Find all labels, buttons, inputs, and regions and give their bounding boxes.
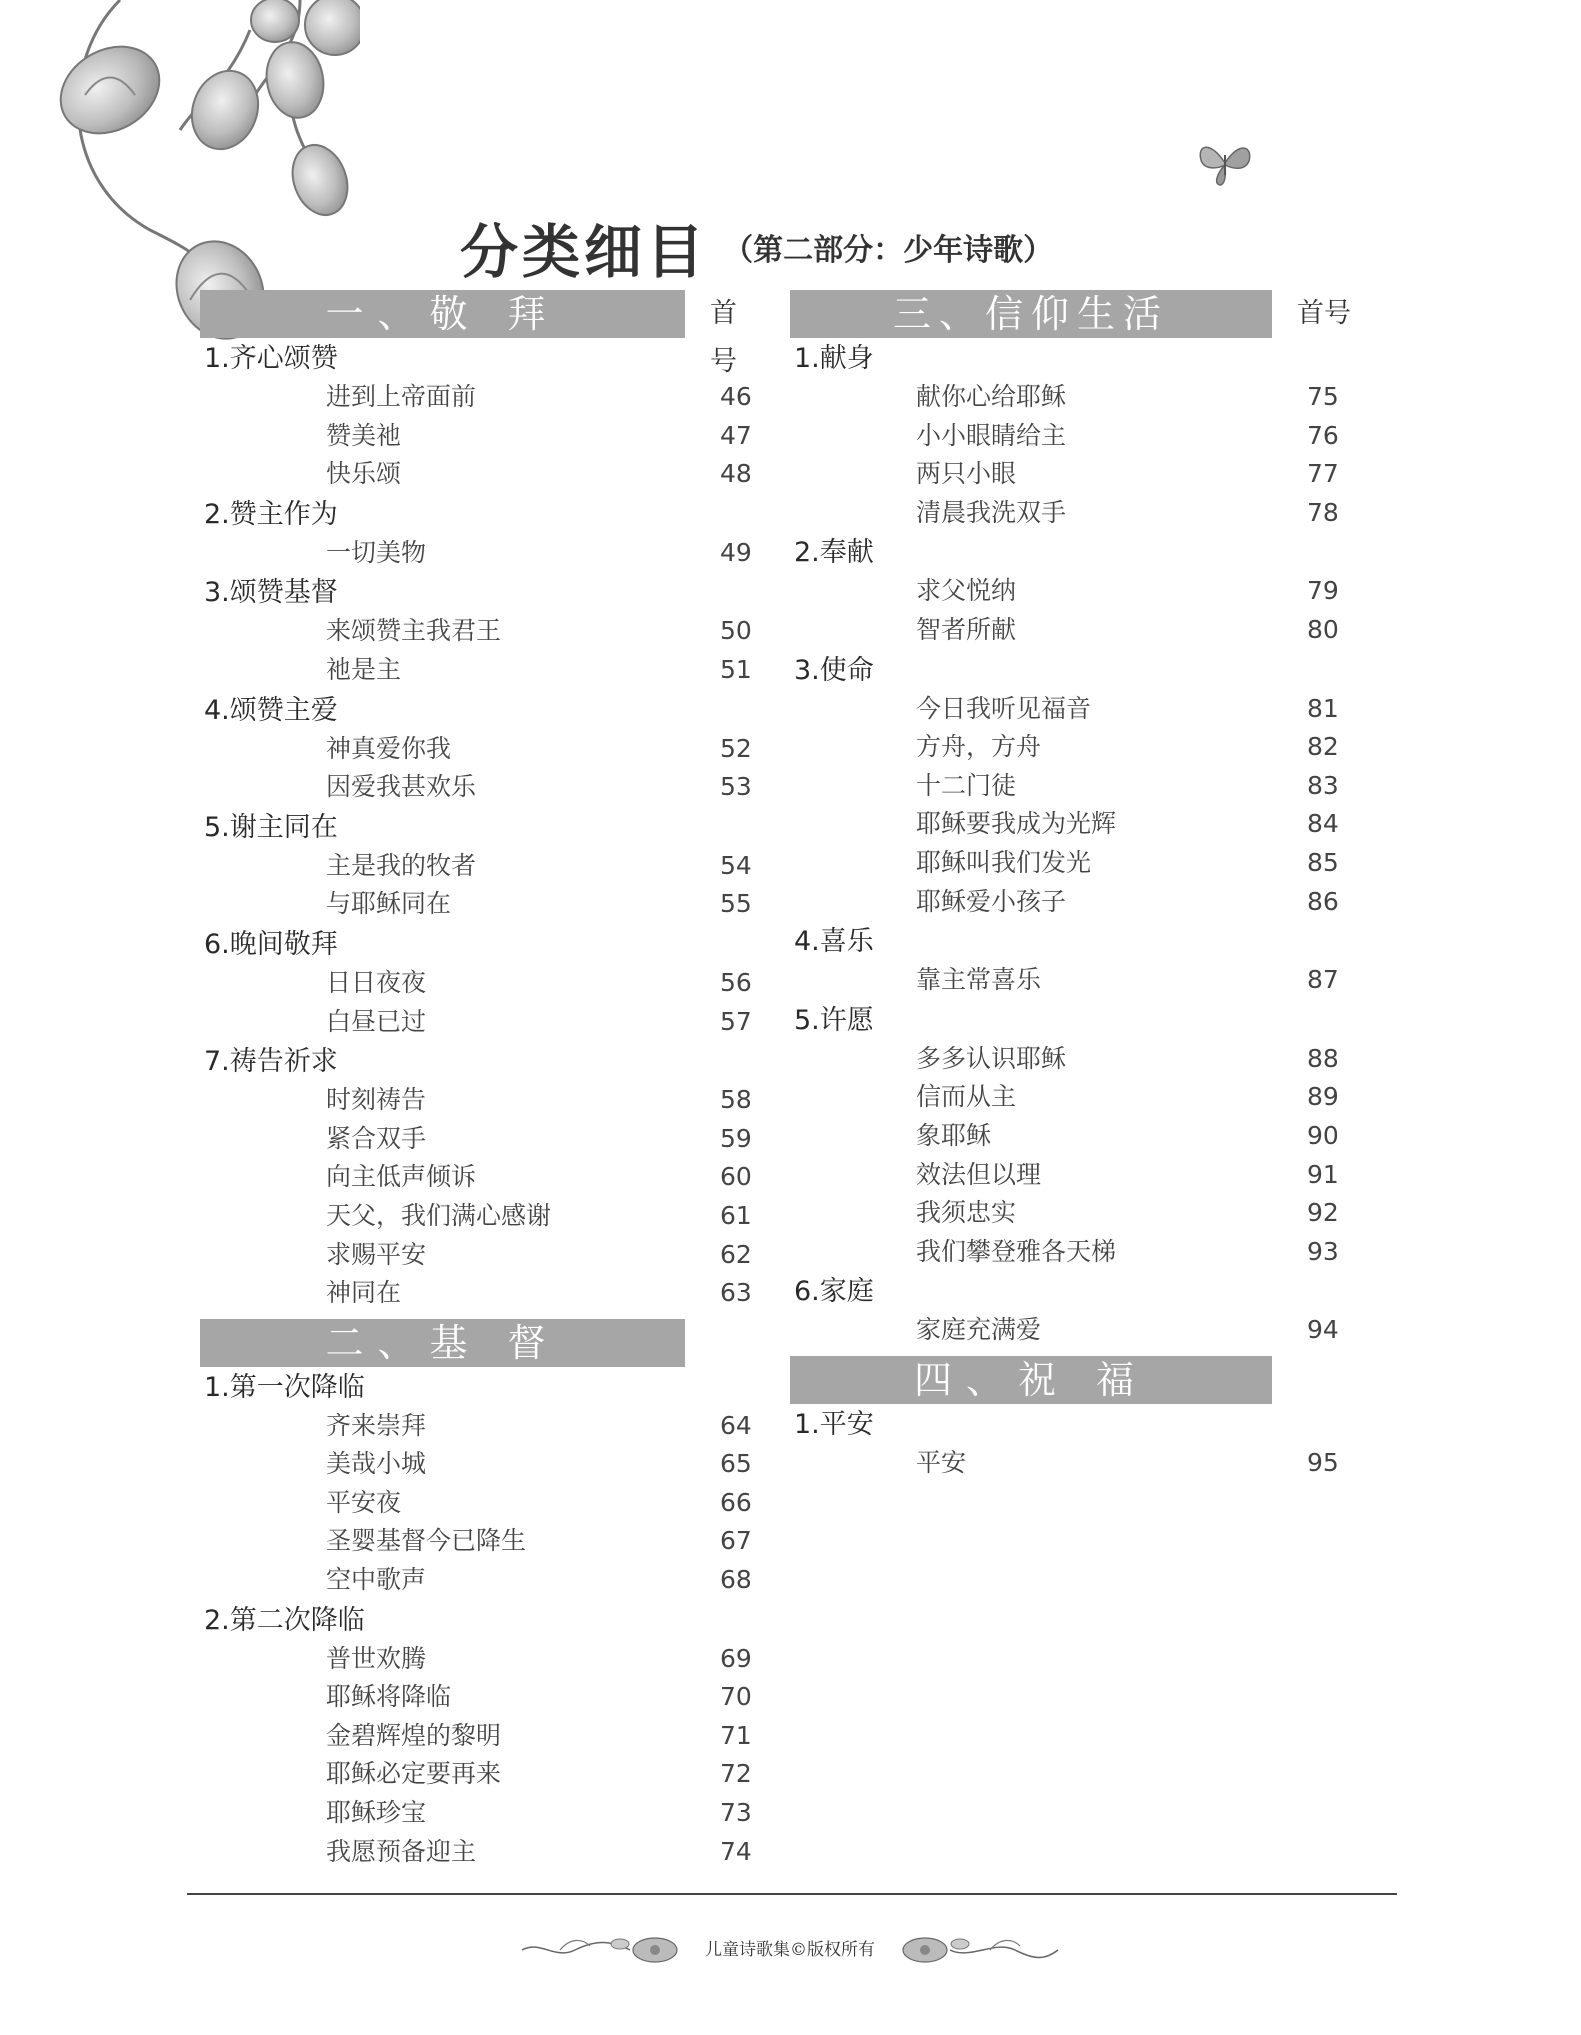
group-title: 1.平安 bbox=[794, 1408, 874, 1440]
song-number: 75 bbox=[1307, 382, 1339, 411]
section-header bbox=[790, 1356, 1370, 1404]
song-title: 求赐平安 bbox=[326, 1239, 427, 1269]
group-title: 3.使命 bbox=[794, 654, 874, 686]
song-entry[interactable] bbox=[790, 1444, 1370, 1483]
song-number: 57 bbox=[720, 1006, 752, 1036]
song-title: 一切美物 bbox=[326, 537, 427, 567]
song-number: 55 bbox=[720, 889, 752, 919]
song-number: 82 bbox=[1307, 732, 1339, 762]
song-entry[interactable] bbox=[790, 883, 1370, 922]
song-title: 齐来崇拜 bbox=[326, 1410, 427, 1440]
song-title: 我们攀登雅各天梯 bbox=[916, 1236, 1117, 1266]
song-entry[interactable] bbox=[200, 417, 760, 456]
song-entry[interactable] bbox=[200, 1445, 760, 1484]
song-entry[interactable] bbox=[200, 768, 760, 807]
song-entry[interactable] bbox=[200, 378, 760, 417]
song-entry[interactable] bbox=[790, 1078, 1370, 1117]
song-title: 求父悦纳 bbox=[916, 576, 1017, 606]
section-heading: 一、敬 拜 bbox=[200, 290, 685, 338]
page-title-block bbox=[460, 205, 1160, 285]
song-number: 89 bbox=[1307, 1082, 1339, 1112]
song-entry[interactable] bbox=[790, 378, 1370, 417]
group-title: 1.齐心颂赞 bbox=[204, 343, 338, 374]
song-number: 50 bbox=[720, 616, 752, 646]
song-number: 83 bbox=[1307, 770, 1339, 800]
song-entry[interactable] bbox=[200, 1717, 760, 1756]
song-title: 与耶稣同在 bbox=[326, 889, 452, 919]
song-number: 68 bbox=[720, 1565, 752, 1595]
song-entry[interactable] bbox=[200, 1236, 760, 1275]
song-number: 71 bbox=[720, 1720, 752, 1750]
song-number: 64 bbox=[720, 1410, 752, 1440]
song-title: 献你心给耶稣 bbox=[916, 382, 1067, 411]
ornament-right-icon bbox=[895, 1932, 1060, 1968]
song-number: 79 bbox=[1307, 576, 1339, 606]
song-number: 70 bbox=[720, 1682, 752, 1712]
song-entry[interactable] bbox=[200, 1003, 760, 1042]
song-entry[interactable] bbox=[200, 1274, 760, 1313]
song-number: 84 bbox=[1307, 809, 1339, 839]
song-title: 我须忠实 bbox=[916, 1198, 1017, 1228]
song-entry[interactable] bbox=[200, 1407, 760, 1446]
song-number: 48 bbox=[720, 459, 752, 489]
song-entry[interactable] bbox=[790, 844, 1370, 883]
song-number: 73 bbox=[720, 1798, 752, 1828]
song-entry[interactable] bbox=[200, 455, 760, 494]
song-number: 95 bbox=[1307, 1447, 1339, 1477]
song-entry[interactable] bbox=[200, 1081, 760, 1120]
song-title: 美哉小城 bbox=[326, 1449, 427, 1479]
song-number: 65 bbox=[720, 1449, 752, 1479]
song-entry[interactable] bbox=[200, 1484, 760, 1523]
song-title: 耶稣要我成为光辉 bbox=[916, 809, 1117, 839]
song-number: 78 bbox=[1307, 497, 1339, 527]
section-heading: 四、祝 福 bbox=[790, 1356, 1272, 1404]
song-title: 耶稣爱小孩子 bbox=[916, 886, 1067, 916]
butterfly-icon bbox=[1195, 135, 1255, 190]
song-entry[interactable] bbox=[200, 1197, 760, 1236]
song-entry[interactable] bbox=[200, 964, 760, 1003]
song-entry[interactable] bbox=[200, 534, 760, 573]
song-number: 93 bbox=[1307, 1236, 1339, 1266]
song-title: 天父，我们满心感谢 bbox=[326, 1200, 552, 1230]
song-number: 91 bbox=[1307, 1159, 1339, 1189]
song-number: 86 bbox=[1307, 886, 1339, 916]
song-number: 80 bbox=[1307, 614, 1339, 644]
song-number: 88 bbox=[1307, 1043, 1339, 1073]
song-title: 平安夜 bbox=[326, 1487, 402, 1517]
song-title: 耶稣必定要再来 bbox=[326, 1759, 502, 1789]
group-title: 1.献身 bbox=[794, 343, 874, 374]
page-subtitle: （第二部分：少年诗歌） bbox=[723, 233, 1054, 268]
song-title: 进到上帝面前 bbox=[326, 382, 477, 411]
page-title: 分类细目 bbox=[460, 218, 709, 286]
group-title: 2.第二次降临 bbox=[204, 1604, 365, 1636]
song-entry[interactable] bbox=[790, 1233, 1370, 1272]
song-title: 小小眼睛给主 bbox=[916, 420, 1067, 450]
toc-column-left bbox=[200, 290, 760, 1871]
song-number: 63 bbox=[720, 1278, 752, 1308]
song-title: 金碧辉煌的黎明 bbox=[326, 1720, 502, 1750]
song-title: 效法但以理 bbox=[916, 1159, 1042, 1189]
song-title: 因爱我甚欢乐 bbox=[326, 772, 477, 802]
song-title: 祂是主 bbox=[326, 654, 402, 684]
song-title: 信而从主 bbox=[916, 1082, 1017, 1112]
song-number: 85 bbox=[1307, 847, 1339, 877]
song-title: 耶稣叫我们发光 bbox=[916, 847, 1092, 877]
song-number: 92 bbox=[1307, 1198, 1339, 1228]
song-entry[interactable] bbox=[200, 1522, 760, 1561]
group-title: 4.颂赞主爱 bbox=[204, 694, 338, 726]
song-entry[interactable] bbox=[790, 805, 1370, 844]
song-number: 59 bbox=[720, 1123, 752, 1153]
song-entry[interactable] bbox=[790, 572, 1370, 611]
song-title: 普世欢腾 bbox=[326, 1643, 427, 1673]
group-title: 5.许愿 bbox=[794, 1004, 874, 1036]
song-title: 靠主常喜乐 bbox=[916, 965, 1042, 995]
song-title: 主是我的牧者 bbox=[326, 850, 477, 880]
song-number: 62 bbox=[720, 1239, 752, 1269]
song-number: 81 bbox=[1307, 693, 1339, 723]
section-heading: 二、基 督 bbox=[200, 1319, 685, 1367]
song-number: 66 bbox=[720, 1487, 752, 1517]
song-title: 空中歌声 bbox=[326, 1565, 427, 1595]
song-title: 家庭充满爱 bbox=[916, 1315, 1042, 1345]
song-entry[interactable] bbox=[790, 1117, 1370, 1156]
footer bbox=[520, 1930, 1060, 1970]
group-title: 2.赞主作为 bbox=[204, 498, 338, 530]
song-number: 61 bbox=[720, 1200, 752, 1230]
song-entry[interactable] bbox=[200, 1158, 760, 1197]
song-title: 智者所献 bbox=[916, 614, 1017, 644]
song-title: 赞美祂 bbox=[326, 420, 402, 450]
song-title: 平安 bbox=[916, 1447, 967, 1477]
song-title: 清晨我洗双手 bbox=[916, 497, 1067, 527]
song-title: 象耶稣 bbox=[916, 1120, 992, 1150]
song-entry[interactable] bbox=[200, 1561, 760, 1600]
section-header bbox=[200, 1319, 760, 1367]
section-header bbox=[790, 290, 1370, 338]
song-number: 72 bbox=[720, 1759, 752, 1789]
song-number: 51 bbox=[720, 654, 752, 684]
group-title: 2.奉献 bbox=[794, 537, 874, 569]
section-heading: 三、信仰生活 bbox=[790, 290, 1272, 338]
song-number: 69 bbox=[720, 1643, 752, 1673]
song-entry[interactable] bbox=[790, 455, 1370, 494]
footer-copyright: 儿童诗歌集©版权所有 bbox=[705, 1940, 875, 1960]
number-column-header: 首号 bbox=[710, 298, 737, 377]
song-entry[interactable] bbox=[200, 847, 760, 886]
song-entry[interactable] bbox=[790, 494, 1370, 533]
song-title: 耶稣珍宝 bbox=[326, 1798, 427, 1828]
song-number: 58 bbox=[720, 1085, 752, 1115]
song-title: 今日我听见福音 bbox=[916, 693, 1092, 723]
song-number: 49 bbox=[720, 537, 752, 567]
song-number: 87 bbox=[1307, 965, 1339, 995]
song-title: 来颂赞主我君王 bbox=[326, 616, 502, 646]
group-title: 6.晚间敬拜 bbox=[204, 928, 338, 960]
song-entry[interactable] bbox=[790, 417, 1370, 456]
song-number: 77 bbox=[1307, 459, 1339, 489]
group-title: 5.谢主同在 bbox=[204, 811, 338, 843]
song-entry[interactable] bbox=[200, 1640, 760, 1679]
song-number: 94 bbox=[1307, 1315, 1339, 1345]
song-entry[interactable] bbox=[790, 1156, 1370, 1195]
song-entry[interactable] bbox=[200, 1755, 760, 1794]
group-title: 4.喜乐 bbox=[794, 926, 874, 958]
song-title: 圣婴基督今已降生 bbox=[326, 1526, 527, 1556]
song-entry[interactable] bbox=[200, 730, 760, 769]
song-number: 74 bbox=[720, 1836, 752, 1866]
song-entry[interactable] bbox=[200, 1678, 760, 1717]
song-number: 54 bbox=[720, 850, 752, 880]
song-title: 白昼已过 bbox=[326, 1006, 427, 1036]
song-title: 两只小眼 bbox=[916, 459, 1017, 489]
song-title: 耶稣将降临 bbox=[326, 1682, 452, 1712]
number-column-header: 首号 bbox=[1297, 298, 1351, 329]
song-entry[interactable] bbox=[200, 612, 760, 651]
song-title: 多多认识耶稣 bbox=[916, 1043, 1067, 1073]
song-entry[interactable] bbox=[790, 728, 1370, 767]
song-title: 方舟，方舟 bbox=[916, 732, 1042, 762]
song-number: 47 bbox=[720, 420, 752, 450]
song-title: 紧合双手 bbox=[326, 1123, 427, 1153]
song-title: 快乐颂 bbox=[326, 459, 402, 489]
footer-divider bbox=[187, 1893, 1397, 1895]
song-entry[interactable] bbox=[200, 885, 760, 924]
group-title: 6.家庭 bbox=[794, 1276, 874, 1308]
song-entry[interactable] bbox=[790, 690, 1370, 729]
group-title: 3.颂赞基督 bbox=[204, 577, 338, 609]
toc-column-right bbox=[790, 290, 1370, 1482]
song-entry[interactable] bbox=[200, 651, 760, 690]
song-number: 90 bbox=[1307, 1120, 1339, 1150]
song-entry[interactable] bbox=[200, 1794, 760, 1833]
song-title: 向主低声倾诉 bbox=[326, 1162, 477, 1192]
song-number: 46 bbox=[720, 382, 752, 411]
song-entry[interactable] bbox=[790, 1194, 1370, 1233]
song-title: 日日夜夜 bbox=[326, 967, 427, 997]
song-number: 56 bbox=[720, 967, 752, 997]
song-title: 时刻祷告 bbox=[326, 1085, 427, 1115]
song-entry[interactable] bbox=[200, 1833, 760, 1872]
song-entry[interactable] bbox=[790, 1040, 1370, 1079]
song-title: 我愿预备迎主 bbox=[326, 1836, 477, 1866]
song-number: 52 bbox=[720, 733, 752, 763]
song-number: 76 bbox=[1307, 420, 1339, 450]
group-title: 1.第一次降临 bbox=[204, 1371, 365, 1403]
song-entry[interactable] bbox=[790, 961, 1370, 1000]
song-number: 60 bbox=[720, 1162, 752, 1192]
song-number: 53 bbox=[720, 772, 752, 802]
song-entry[interactable] bbox=[200, 1120, 760, 1159]
ornament-left-icon bbox=[520, 1932, 685, 1968]
song-title: 神真爱你我 bbox=[326, 733, 452, 763]
song-number: 67 bbox=[720, 1526, 752, 1556]
group-title: 7.祷告祈求 bbox=[204, 1046, 338, 1078]
song-entry[interactable] bbox=[790, 611, 1370, 650]
song-entry[interactable] bbox=[790, 767, 1370, 806]
song-title: 神同在 bbox=[326, 1278, 402, 1308]
song-title: 十二门徒 bbox=[916, 770, 1017, 800]
song-entry[interactable] bbox=[790, 1311, 1370, 1350]
